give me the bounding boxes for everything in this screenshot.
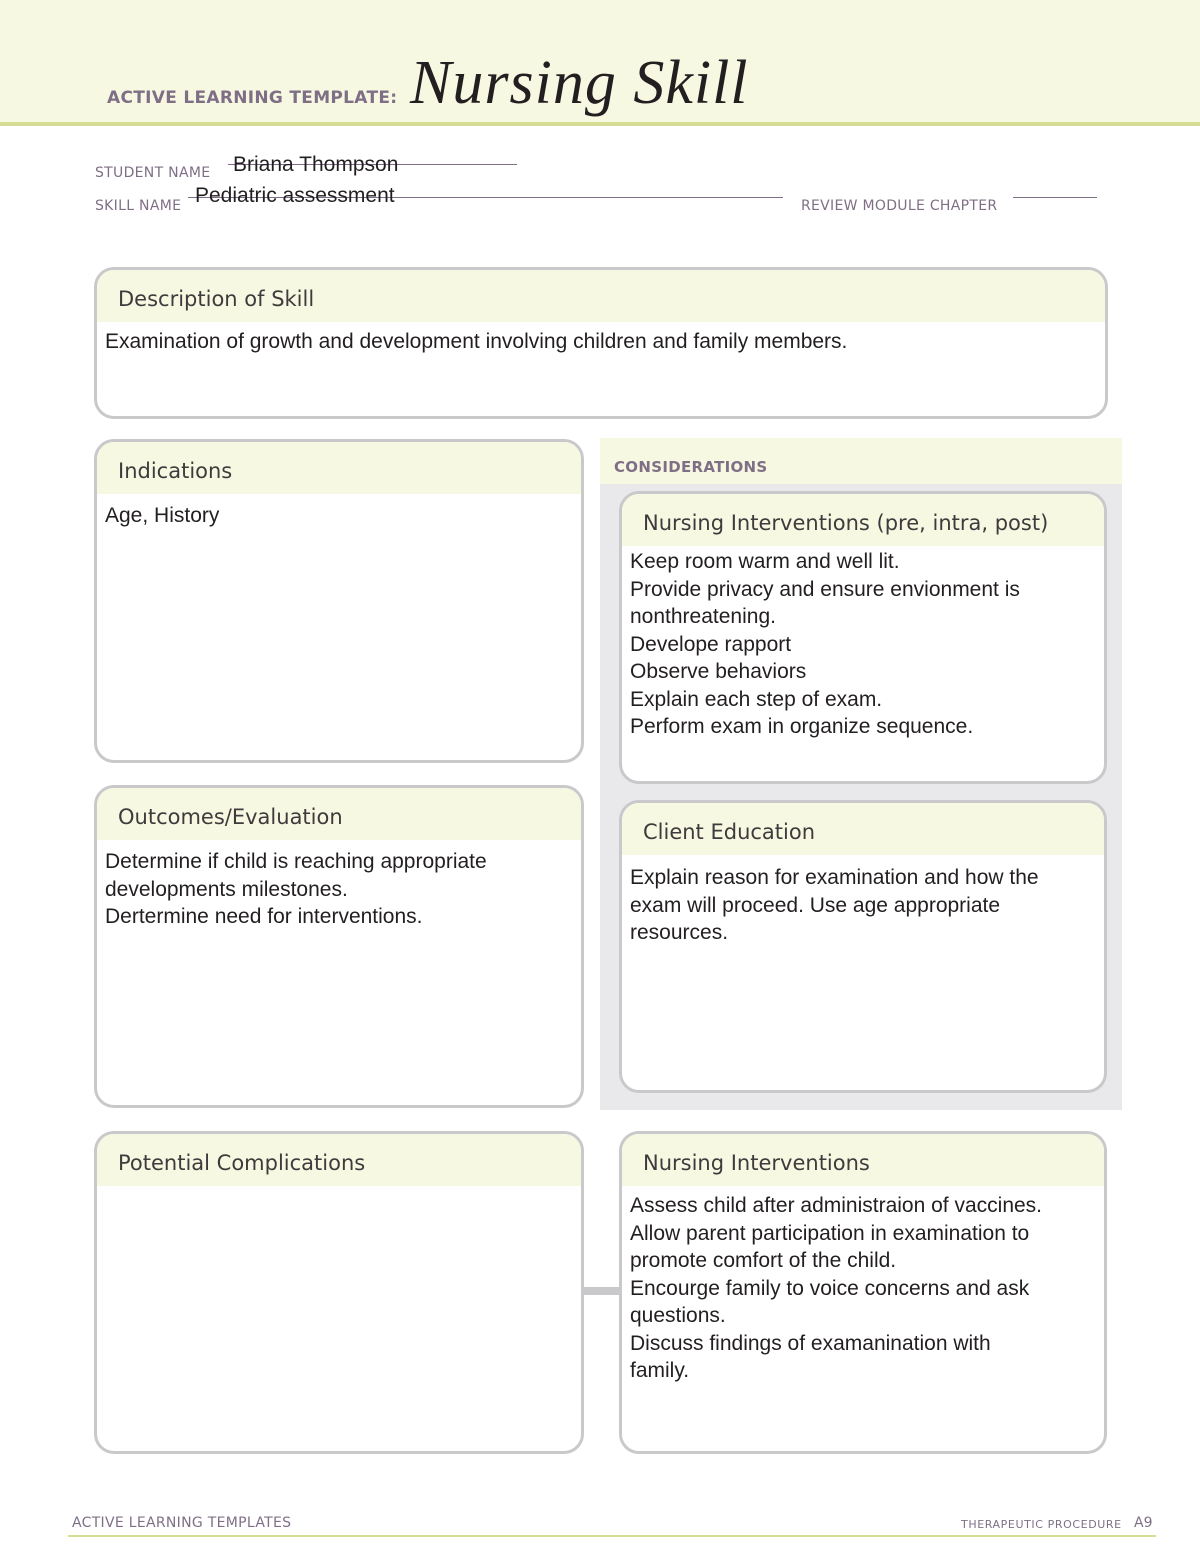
indications-body[interactable] bbox=[97, 494, 581, 530]
client-education-line: Explain reason for examination and how the bbox=[630, 866, 1039, 889]
nursing-interventions-ppp-line: Develope rapport bbox=[630, 632, 792, 656]
nursing-interventions-title: Nursing Interventions bbox=[622, 1134, 1104, 1186]
outcomes-body[interactable] bbox=[97, 840, 581, 931]
nursing-interventions-line: family. bbox=[630, 1359, 690, 1382]
nursing-interventions-line: promote comfort of the child. bbox=[630, 1249, 897, 1272]
description-box bbox=[94, 267, 1108, 419]
outcomes-line: developments milestones. bbox=[105, 877, 348, 901]
nursing-interventions-line: Encourge family to voice concerns and ask bbox=[630, 1276, 1030, 1300]
client-education-title: Client Education bbox=[622, 803, 1104, 855]
template-label: ACTIVE LEARNING TEMPLATE: bbox=[107, 88, 398, 108]
student-name-label: STUDENT NAME bbox=[95, 165, 211, 181]
potential-complications-body[interactable] bbox=[97, 1186, 581, 1192]
header-rule bbox=[0, 122, 1200, 126]
outcomes-box bbox=[94, 785, 584, 1108]
box-connector bbox=[583, 1287, 621, 1295]
indications-box bbox=[94, 439, 584, 763]
footer-rule bbox=[68, 1535, 1156, 1537]
nursing-interventions-ppp-line: Observe behaviors bbox=[630, 660, 807, 683]
nursing-interventions-line: Discuss findings of examanination with bbox=[630, 1331, 991, 1355]
nursing-interventions-ppp-title: Nursing Interventions (pre, intra, post) bbox=[622, 494, 1104, 546]
outcomes-line: Determine if child is reaching appropriate bbox=[105, 850, 487, 873]
nursing-interventions-line: questions. bbox=[630, 1304, 726, 1327]
footer-right-label: THERAPEUTIC PROCEDURE bbox=[961, 1518, 1122, 1531]
outcomes-title: Outcomes/Evaluation bbox=[97, 788, 581, 840]
nursing-interventions-ppp-line: Explain each step of exam. bbox=[630, 687, 883, 711]
description-line: Examination of growth and development involving children and family members. bbox=[105, 330, 848, 353]
client-education-line: exam will proceed. Use age appropriate bbox=[630, 893, 1001, 917]
description-title: Description of Skill bbox=[97, 270, 1105, 322]
outcomes-line: Dertermine need for interventions. bbox=[105, 905, 423, 928]
nursing-interventions-line: Allow parent participation in examination to bbox=[630, 1221, 1030, 1245]
review-module-line bbox=[1013, 197, 1097, 198]
nursing-interventions-ppp-line: nonthreatening. bbox=[630, 605, 776, 628]
indications-title: Indications bbox=[97, 442, 581, 494]
nursing-interventions-ppp-line: Provide privacy and ensure envionment is bbox=[630, 577, 1020, 601]
nursing-interventions-ppp-body[interactable] bbox=[622, 546, 1104, 741]
client-education-line: resources. bbox=[630, 921, 729, 944]
nursing-interventions-line: Assess child after administraion of vaccines. bbox=[630, 1194, 1043, 1217]
potential-complications-title: Potential Complications bbox=[97, 1134, 581, 1186]
client-education-body[interactable] bbox=[622, 855, 1104, 947]
template-title: Nursing Skill bbox=[410, 49, 749, 117]
review-module-label: REVIEW MODULE CHAPTER bbox=[801, 198, 998, 214]
student-name-field[interactable]: Briana Thompson bbox=[233, 153, 399, 176]
nursing-interventions-body[interactable] bbox=[622, 1186, 1104, 1385]
skill-name-label: SKILL NAME bbox=[95, 198, 182, 214]
nursing-interventions-ppp-line: Keep room warm and well lit. bbox=[630, 550, 900, 573]
potential-complications-box bbox=[94, 1131, 584, 1454]
indications-line: Age, History bbox=[105, 504, 220, 527]
nursing-interventions-box bbox=[619, 1131, 1107, 1454]
footer-page-number: A9 bbox=[1134, 1515, 1153, 1531]
skill-name-field[interactable]: Pediatric assessment bbox=[195, 184, 395, 207]
client-education-box bbox=[619, 800, 1107, 1093]
nursing-interventions-ppp-line: Perform exam in organize sequence. bbox=[630, 715, 974, 738]
considerations-label: CONSIDERATIONS bbox=[614, 458, 768, 476]
nursing-interventions-ppp-box bbox=[619, 491, 1107, 784]
description-body[interactable] bbox=[97, 322, 1105, 356]
footer-left-label: ACTIVE LEARNING TEMPLATES bbox=[72, 1515, 292, 1531]
